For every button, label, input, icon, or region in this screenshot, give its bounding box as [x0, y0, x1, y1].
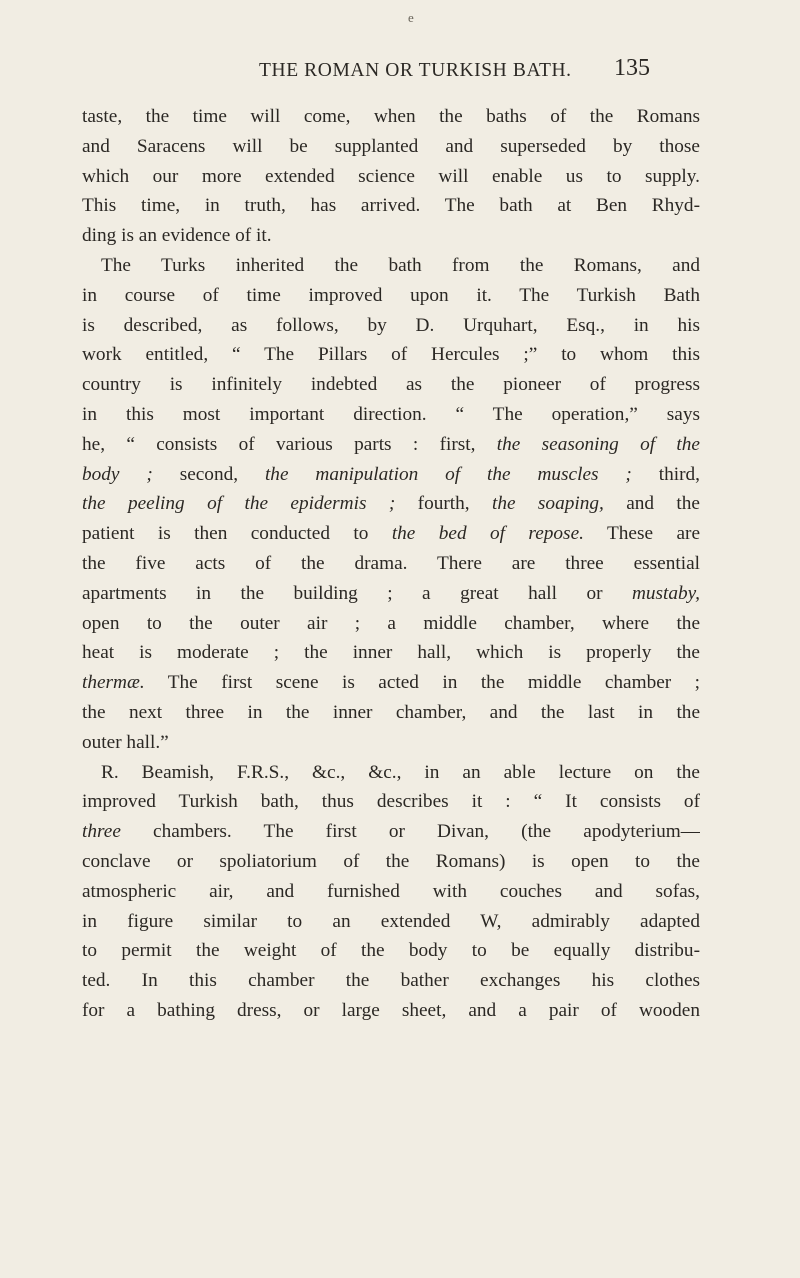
text-line: [82, 162, 700, 192]
text-segment: R. Beamish, F.R.S., &c., &c., in an able lecture on the: [101, 761, 700, 783]
text-segment: he, “ consists of various parts : first,: [82, 433, 497, 455]
text-line: [82, 787, 700, 817]
page-mark: e: [408, 10, 414, 25]
text-segment: outer hall.”: [82, 731, 169, 753]
text-line: [82, 549, 700, 579]
text-segment: ding is an evidence of it.: [82, 225, 272, 247]
text-segment: This time, in truth, has arrived. The bath at Ben Rhyd-: [82, 195, 700, 217]
text-segment: which our more extended science will enable us to supply.: [82, 165, 700, 187]
text-line: [82, 758, 700, 788]
text-segment: the five acts of the drama. There are three essential: [82, 552, 700, 574]
text-line: [82, 251, 700, 281]
text-segment: in course of time improved upon it. The Turkish Bath: [82, 284, 700, 306]
text-segment: open to the outer air ; a middle chamber, where the: [82, 612, 700, 634]
text-line: [82, 698, 700, 728]
text-line: [82, 996, 700, 1026]
text-segment: chambers. The first or Divan, (the apodyterium—: [120, 821, 700, 843]
text-line: [82, 609, 700, 639]
text-line: [82, 936, 700, 966]
running-head: THE ROMAN OR TURKISH BATH.: [259, 60, 572, 81]
text-line: [82, 877, 700, 907]
text-line: [82, 668, 700, 698]
text-line: [82, 817, 700, 847]
text-line: [82, 191, 700, 221]
text-segment: apartments in the building ; a great hall or: [82, 582, 632, 604]
page-header: [0, 55, 800, 88]
page-number: 135: [614, 55, 650, 81]
text-line: [82, 638, 700, 668]
italic-text: the seasoning of the: [496, 433, 700, 455]
text-segment: the next three in the inner chamber, and the last in the: [82, 701, 700, 723]
text-segment: and Saracens will be supplanted and superseded by those: [82, 135, 700, 157]
text-segment: improved Turkish bath, thus describes it : “ It consists of: [82, 791, 700, 813]
body-text: [82, 102, 700, 1026]
text-segment: ted. In this chamber the bather exchanges his clothes: [82, 970, 700, 992]
text-segment: atmospheric air, and furnished with couches and sofas,: [82, 880, 700, 902]
text-segment: conclave or spoliatorium of the Romans) is open to the: [82, 850, 700, 872]
text-segment: country is infinitely indebted as the pioneer of progress: [82, 374, 700, 396]
text-segment: for a bathing dress, or large sheet, and a pair of wooden: [82, 999, 700, 1021]
text-segment: work entitled, “ The Pillars of Hercules ;” to whom this: [82, 344, 700, 366]
text-segment: third,: [631, 463, 700, 485]
text-segment: second,: [152, 463, 265, 485]
text-line: [82, 489, 700, 519]
text-line: [82, 519, 700, 549]
text-line: [82, 460, 700, 490]
text-line: [82, 132, 700, 162]
italic-text: the peeling of the epidermis ;: [82, 493, 396, 515]
text-line: [82, 221, 700, 251]
text-segment: patient is then conducted to: [82, 523, 392, 545]
italic-text: mustaby,: [631, 582, 700, 604]
italic-text: the soaping,: [491, 493, 604, 515]
text-segment: These are: [583, 523, 700, 545]
text-line: [82, 579, 700, 609]
text-segment: The Turks inherited the bath from the Romans, and: [101, 254, 700, 276]
italic-text: the manipulation of the muscles ;: [264, 463, 632, 485]
text-segment: heat is moderate ; the inner hall, which is properly the: [82, 642, 700, 664]
text-segment: taste, the time will come, when the baths of the Romans: [82, 106, 700, 127]
text-line: [82, 430, 700, 460]
text-line: [82, 370, 700, 400]
text-line: [82, 847, 700, 877]
text-line: [82, 728, 700, 758]
text-line: [82, 340, 700, 370]
italic-text: three: [82, 821, 121, 843]
text-segment: The first scene is acted in the middle chamber ;: [144, 672, 700, 694]
text-line: [82, 966, 700, 996]
text-segment: in figure similar to an extended W, admirably adapted: [82, 910, 700, 932]
text-line: [82, 400, 700, 430]
text-line: [82, 102, 700, 132]
italic-text: body ;: [82, 463, 153, 485]
italic-text: the bed of repose.: [391, 523, 584, 545]
text-line: [82, 281, 700, 311]
text-segment: to permit the weight of the body to be equally distribu-: [82, 940, 700, 962]
text-line: [82, 907, 700, 937]
text-segment: and the: [603, 493, 700, 515]
text-segment: fourth,: [395, 493, 492, 515]
text-segment: is described, as follows, by D. Urquhart, Esq., in his: [82, 314, 700, 336]
text-segment: in this most important direction. “ The operation,” says: [82, 403, 700, 425]
text-line: [82, 311, 700, 341]
italic-text: thermæ.: [82, 672, 145, 694]
